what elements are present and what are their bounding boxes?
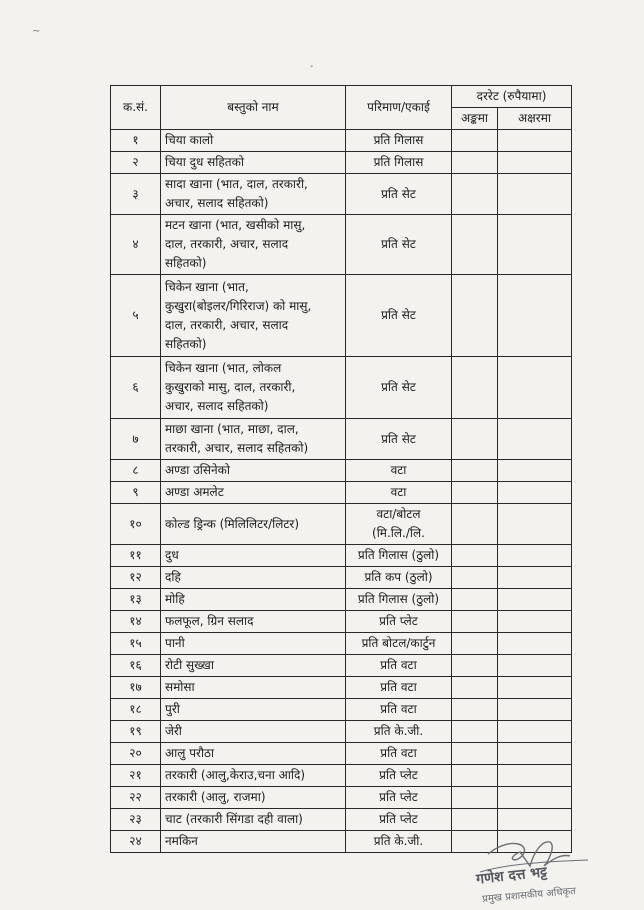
rate-table [110, 85, 572, 853]
row-item-name [161, 504, 346, 545]
row-rate-words [498, 589, 572, 611]
row-serial-number: ८ [111, 460, 161, 482]
table-row [111, 460, 572, 482]
row-item-name [161, 699, 346, 721]
page-corner-mark: ~ [32, 26, 41, 37]
row-serial-number: २३ [111, 809, 161, 831]
row-rate-words [498, 482, 572, 504]
row-item-name [161, 275, 346, 357]
table-row [111, 174, 572, 215]
unit-line: प्रति के.जी. [373, 834, 424, 848]
table-row [111, 504, 572, 545]
table-row [111, 787, 572, 809]
row-serial-number: २४ [111, 831, 161, 853]
row-rate-figures [452, 152, 498, 174]
row-item-name [161, 831, 346, 853]
unit-line: प्रति प्लेट [379, 614, 418, 628]
item-name-line: अण्डा अमलेट [165, 485, 224, 499]
row-item-name [161, 743, 346, 765]
table-row [111, 655, 572, 677]
table-row [111, 721, 572, 743]
row-rate-words [498, 677, 572, 699]
row-quantity-unit [346, 460, 452, 482]
row-item-name [161, 357, 346, 419]
item-name-line: पानी [165, 636, 185, 650]
row-item-name [161, 589, 346, 611]
row-item-name [161, 545, 346, 567]
row-rate-figures [452, 743, 498, 765]
header-quantity-unit: परिमाण/एकाई [346, 86, 452, 130]
item-name-line: चिकेन खाना (भात, लोकल [165, 361, 282, 375]
row-quantity-unit [346, 504, 452, 545]
row-serial-number: ७ [111, 419, 161, 460]
row-quantity-unit [346, 655, 452, 677]
table-row [111, 809, 572, 831]
row-rate-words [498, 419, 572, 460]
row-quantity-unit [346, 743, 452, 765]
row-item-name [161, 765, 346, 787]
row-item-name [161, 611, 346, 633]
table-row [111, 567, 572, 589]
row-rate-words [498, 174, 572, 215]
row-serial-number: १७ [111, 677, 161, 699]
row-quantity-unit [346, 152, 452, 174]
row-quantity-unit [346, 545, 452, 567]
unit-line: प्रति प्लेट [379, 768, 418, 782]
item-name-line: चिया कालो [165, 133, 214, 147]
row-item-name [161, 152, 346, 174]
row-item-name [161, 567, 346, 589]
item-name-line: तरकारी (आलु, राजमा) [165, 790, 266, 804]
row-rate-words [498, 357, 572, 419]
table-row [111, 130, 572, 152]
row-item-name [161, 809, 346, 831]
row-serial-number: १४ [111, 611, 161, 633]
table-row [111, 743, 572, 765]
row-item-name [161, 215, 346, 275]
row-rate-figures [452, 357, 498, 419]
unit-line: प्रति गिलास [373, 155, 424, 169]
item-name-line: फलफूल, ग्रिन सलाद [165, 614, 254, 628]
row-item-name [161, 655, 346, 677]
unit-line: वटा [390, 485, 407, 499]
item-name-line: अचार, सलाद सहितको) [165, 196, 269, 210]
table-row [111, 633, 572, 655]
row-serial-number: ९ [111, 482, 161, 504]
row-item-name [161, 130, 346, 152]
item-name-line: सादा खाना (भात, दाल, तरकारी, [165, 177, 308, 191]
row-serial-number: ५ [111, 275, 161, 357]
item-name-line: अचार, सलाद सहितको) [165, 399, 269, 413]
unit-line: प्रति वटा [380, 680, 417, 694]
row-rate-figures [452, 567, 498, 589]
table-row [111, 482, 572, 504]
item-name-line: पुरी [165, 702, 180, 716]
row-rate-figures [452, 611, 498, 633]
row-rate-figures [452, 215, 498, 275]
header-item-name: बस्तुको नाम [161, 86, 346, 130]
row-rate-words [498, 721, 572, 743]
row-rate-figures [452, 809, 498, 831]
row-item-name [161, 633, 346, 655]
row-quantity-unit [346, 831, 452, 853]
item-name-line: तरकारी, अचार, सलाद सहितको) [165, 441, 309, 455]
item-name-line: नमकिन [165, 834, 198, 848]
table-row [111, 589, 572, 611]
row-serial-number: १५ [111, 633, 161, 655]
table-row [111, 765, 572, 787]
unit-line: वटा [390, 463, 407, 477]
row-rate-words [498, 809, 572, 831]
row-quantity-unit [346, 765, 452, 787]
row-rate-figures [452, 721, 498, 743]
row-serial-number: १३ [111, 589, 161, 611]
row-rate-figures [452, 545, 498, 567]
unit-line: प्रति के.जी. [373, 724, 424, 738]
row-serial-number: ४ [111, 215, 161, 275]
item-name-line: कुखुराको मासु, दाल, तरकारी, [165, 380, 296, 394]
item-name-line: अण्डा उसिनेको [165, 463, 230, 477]
row-rate-words [498, 787, 572, 809]
item-name-line: सहितको) [165, 336, 207, 351]
table-row [111, 545, 572, 567]
row-serial-number: ३ [111, 174, 161, 215]
row-quantity-unit [346, 482, 452, 504]
row-quantity-unit [346, 357, 452, 419]
row-rate-figures [452, 655, 498, 677]
table-body [111, 130, 572, 853]
unit-line: प्रति बोटल/कार्टुन [361, 636, 436, 650]
item-name-line: कुखुरा(बोइलर/गिरिराज) को मासु, [165, 298, 312, 313]
item-name-line: आलु परौठा [165, 746, 215, 760]
row-rate-words [498, 765, 572, 787]
row-rate-figures [452, 699, 498, 721]
row-rate-figures [452, 460, 498, 482]
row-rate-words [498, 152, 572, 174]
row-quantity-unit [346, 275, 452, 357]
unit-line: वटा/बोटल [376, 507, 421, 521]
row-rate-figures [452, 765, 498, 787]
signatory-name: गणेश दत्त भट्ट [475, 864, 548, 888]
table-row [111, 699, 572, 721]
row-rate-words [498, 633, 572, 655]
item-name-line: सहितको) [165, 256, 207, 270]
row-item-name [161, 419, 346, 460]
row-rate-words [498, 275, 572, 357]
page-stray-mark: ﾞ [310, 66, 315, 77]
row-quantity-unit [346, 130, 452, 152]
row-quantity-unit [346, 787, 452, 809]
item-name-line: तरकारी (आलु,केराउ,चना आदि) [165, 768, 306, 782]
row-quantity-unit [346, 611, 452, 633]
table-row [111, 215, 572, 275]
row-rate-figures [452, 275, 498, 357]
item-name-line: दुध [165, 548, 179, 562]
row-serial-number: १० [111, 504, 161, 545]
row-serial-number: २२ [111, 787, 161, 809]
table-row [111, 677, 572, 699]
header-rate-words: अक्षरमा [498, 108, 572, 130]
item-name-line: मटन खाना (भात, खसीको मासु, [165, 218, 306, 232]
unit-line: प्रति सेट [381, 308, 416, 322]
item-name-line: चाट (तरकारी सिंगडा दही वाला) [165, 812, 303, 826]
row-rate-words [498, 460, 572, 482]
row-serial-number: ११ [111, 545, 161, 567]
row-quantity-unit [346, 215, 452, 275]
item-name-line: चिया दुध सहितको [165, 155, 244, 169]
header-rate-figures: अङ्कमा [452, 108, 498, 130]
row-rate-figures [452, 633, 498, 655]
row-quantity-unit [346, 419, 452, 460]
item-name-line: दाल, तरकारी, अचार, सलाद [165, 237, 289, 251]
row-rate-words [498, 611, 572, 633]
row-rate-words [498, 567, 572, 589]
row-item-name [161, 174, 346, 215]
unit-line: प्रति कप (ठुलो) [364, 570, 433, 584]
row-rate-figures [452, 504, 498, 545]
unit-line: प्रति वटा [380, 702, 417, 716]
table-row [111, 611, 572, 633]
unit-line: प्रति सेट [381, 237, 416, 251]
header-row [111, 86, 572, 108]
row-rate-words [498, 743, 572, 765]
item-name-line: कोल्ड ड्रिन्क (मिलिलिटर/लिटर) [165, 516, 300, 531]
row-quantity-unit [346, 174, 452, 215]
row-rate-figures [452, 677, 498, 699]
unit-line: प्रति वटा [380, 746, 417, 760]
row-rate-words [498, 655, 572, 677]
row-serial-number: २१ [111, 765, 161, 787]
row-serial-number: ६ [111, 357, 161, 419]
row-serial-number: १९ [111, 721, 161, 743]
row-item-name [161, 677, 346, 699]
row-quantity-unit [346, 809, 452, 831]
row-serial-number: १२ [111, 567, 161, 589]
row-rate-words [498, 130, 572, 152]
row-rate-words [498, 215, 572, 275]
table-row [111, 357, 572, 419]
row-rate-figures [452, 589, 498, 611]
unit-line: प्रति गिलास (ठुलो) [357, 592, 440, 606]
unit-line: प्रति प्लेट [379, 812, 418, 826]
unit-line: प्रति सेट [381, 186, 416, 201]
row-item-name [161, 721, 346, 743]
row-serial-number: १६ [111, 655, 161, 677]
item-name-line: दहि [165, 570, 181, 584]
row-serial-number: १ [111, 130, 161, 152]
row-serial-number: २ [111, 152, 161, 174]
row-quantity-unit [346, 567, 452, 589]
row-quantity-unit [346, 677, 452, 699]
table-row [111, 419, 572, 460]
item-name-line: जेरी [165, 724, 182, 738]
item-name-line: रोटी सुख्खा [165, 658, 214, 672]
row-item-name [161, 482, 346, 504]
item-name-line: माछा खाना (भात, माछा, दाल, [165, 422, 299, 436]
row-item-name [161, 460, 346, 482]
row-rate-figures [452, 130, 498, 152]
table-row [111, 152, 572, 174]
row-rate-words [498, 699, 572, 721]
row-rate-figures [452, 419, 498, 460]
item-name-line: मोहि [165, 592, 185, 606]
row-serial-number: १८ [111, 699, 161, 721]
row-item-name [161, 787, 346, 809]
row-rate-words [498, 504, 572, 545]
unit-line: प्रति वटा [380, 658, 417, 672]
row-rate-figures [452, 482, 498, 504]
header-sn: क.सं. [111, 86, 161, 130]
row-rate-words [498, 545, 572, 567]
header-rate: दररेट (रुपैयामा) [452, 86, 572, 108]
unit-line: प्रति प्लेट [379, 790, 418, 804]
row-quantity-unit [346, 721, 452, 743]
row-quantity-unit [346, 699, 452, 721]
table-row [111, 275, 572, 357]
unit-line: प्रति गिलास (ठुलो) [357, 548, 440, 562]
row-serial-number: २० [111, 743, 161, 765]
signatory-title: प्रमुख प्रशासकीय अधिकृत [481, 885, 577, 906]
unit-line: प्रति सेट [381, 380, 416, 394]
unit-line: प्रति सेट [381, 431, 416, 446]
row-rate-figures [452, 174, 498, 215]
item-name-line: समोसा [165, 680, 195, 694]
item-name-line: दाल, तरकारी, अचार, सलाद [165, 317, 289, 332]
row-quantity-unit [346, 633, 452, 655]
row-quantity-unit [346, 589, 452, 611]
unit-line: (मि.लि./लि. [372, 526, 425, 540]
row-rate-figures [452, 787, 498, 809]
item-name-line: चिकेन खाना (भात, [165, 279, 249, 294]
unit-line: प्रति गिलास [373, 133, 424, 147]
